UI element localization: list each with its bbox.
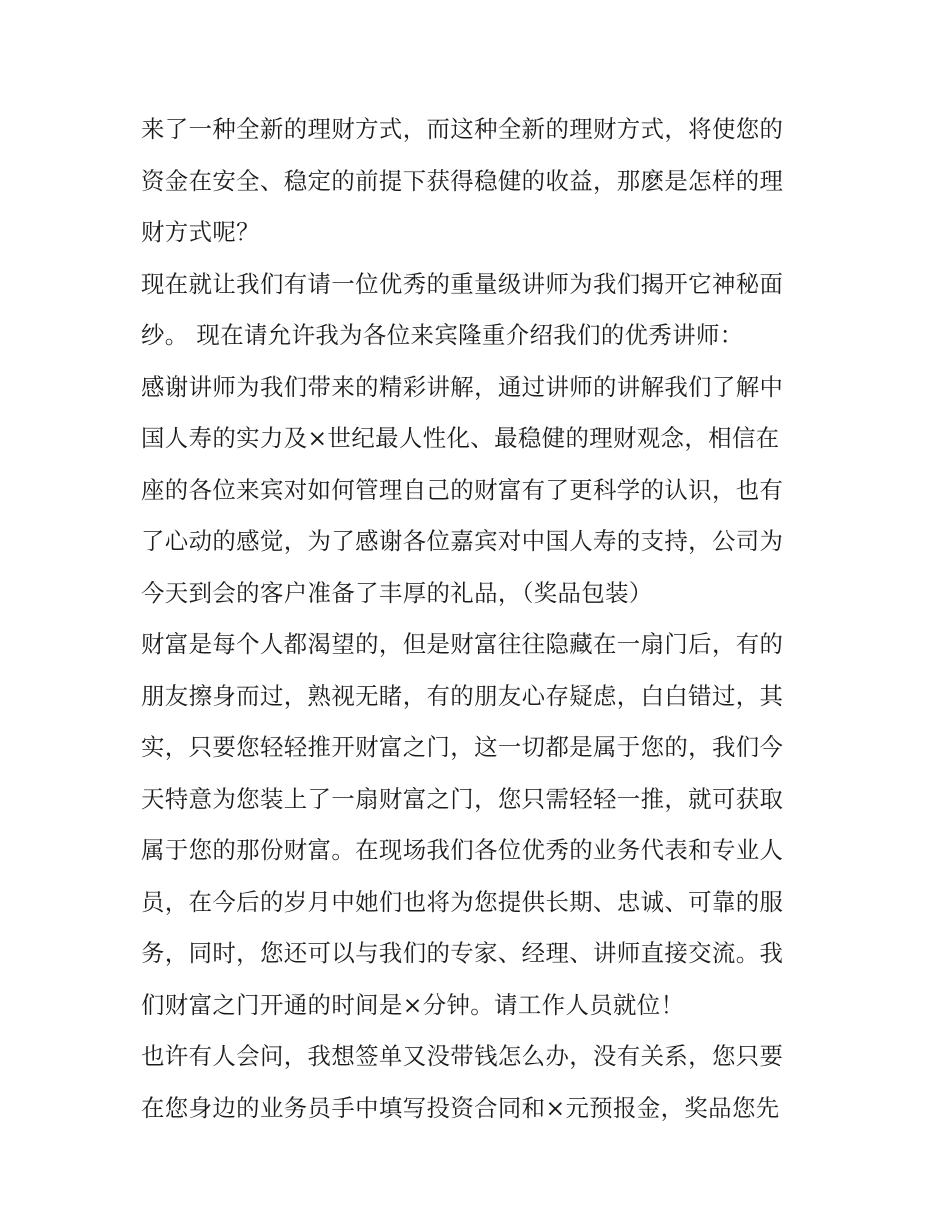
paragraph-signing <box>141 1031 813 1134</box>
paragraph-lecturer-intro <box>141 259 813 362</box>
text-line: 员，在今后的岁月中她们也将为您提供长期、忠诚、可靠的服 <box>141 887 784 916</box>
text-line: 属于您的那份财富。在现场我们各位优秀的业务代表和专业人 <box>141 836 784 864</box>
paragraph-thanks <box>141 362 813 620</box>
text-line: 们财富之门开通的时间是×分钟。请工作人员就位！ <box>141 990 685 1019</box>
paragraph-intro <box>141 104 813 259</box>
text-line: 实，只要您轻轻推开财富之门，这一切都是属于您的，我们今 <box>141 733 784 761</box>
text-line: 了心动的感觉，为了感谢各位嘉宾对中国人寿的支持，公司为 <box>141 527 784 555</box>
text-line: 也许有人会问，我想签单又没带钱怎么办，没有关系，您只要 <box>141 1042 784 1070</box>
text-line: 座的各位来宾对如何管理自己的财富有了更科学的认识，也有 <box>141 475 784 504</box>
text-line: 今天到会的客户准备了丰厚的礼品，（奖品包装） <box>141 578 653 607</box>
text-line: 纱。 现在请允许我为各位来宾隆重介绍我们的优秀讲师： <box>141 321 744 349</box>
text-line: 天特意为您装上了一扇财富之门，您只需轻轻一推，就可获取 <box>141 784 784 813</box>
text-line: 感谢讲师为我们带来的精彩讲解，通过讲师的讲解我们了解中 <box>141 372 784 401</box>
text-line: 现在就让我们有请一位优秀的重量级讲师为我们揭开它神秘面 <box>141 269 784 298</box>
paragraph-wealth-door <box>141 619 813 1031</box>
text-line: 务，同时，您还可以与我们的专家、经理、讲师直接交流。我 <box>141 939 784 967</box>
text-line: 财方式呢？ <box>141 218 260 246</box>
text-line: 财富是每个人都渴望的，但是财富往往隐藏在一扇门后，有的 <box>141 630 784 658</box>
text-line: 在您身边的业务员手中填写投资合同和×元预报金，奖品您先 <box>141 1093 780 1122</box>
text-line: 来了一种全新的理财方式，而这种全新的理财方式，将使您的 <box>141 115 784 143</box>
text-line: 朋友擦身而过，熟视无睹，有的朋友心存疑虑，白白错过，其 <box>141 681 784 710</box>
text-line: 国人寿的实力及×世纪最人性化、最稳健的理财观念，相信在 <box>141 424 780 452</box>
document-page <box>141 104 813 1134</box>
text-line: 资金在安全、稳定的前提下获得稳健的收益，那麽是怎样的理 <box>141 166 784 195</box>
